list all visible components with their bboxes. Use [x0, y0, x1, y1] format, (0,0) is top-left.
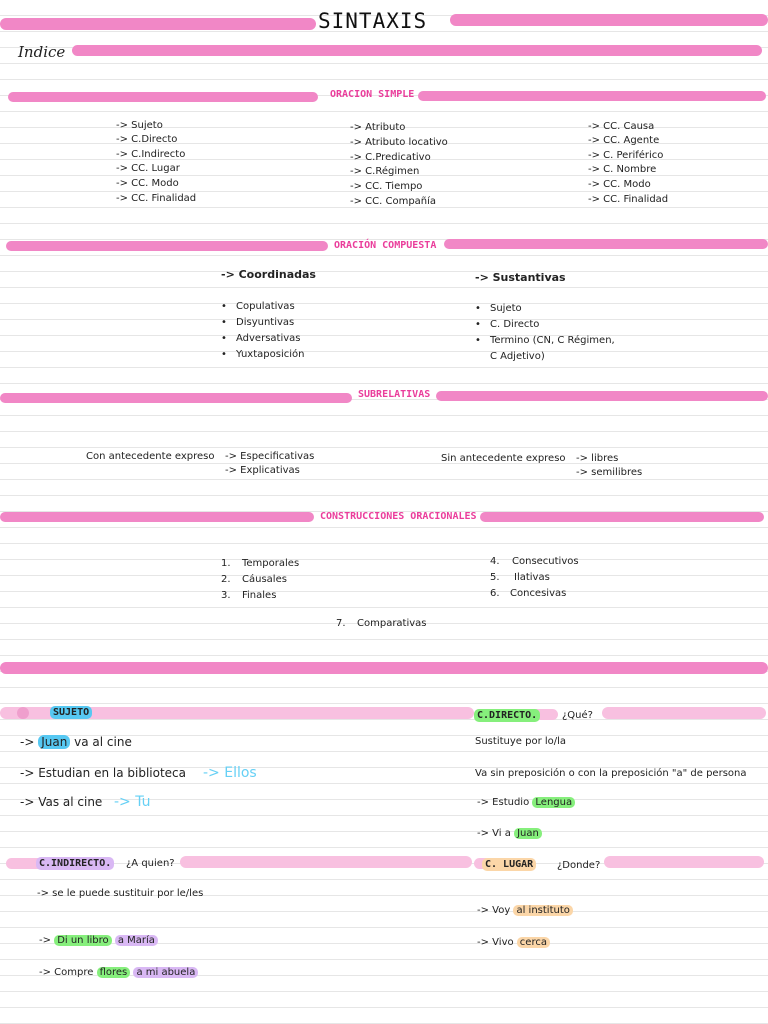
bullet-dot [17, 707, 29, 719]
os-col3-item: -> CC. Modo [588, 179, 651, 190]
os-col1-item: -> Sujeto [116, 120, 163, 131]
cdirecto-ex2 [477, 828, 542, 839]
cindirecto-ex2 [39, 967, 198, 978]
sust-item: • Sujeto [490, 303, 522, 314]
coord-item: • Disyuntivas [236, 317, 294, 328]
sujeto-ex1-highlight: Juan [38, 735, 70, 749]
oracion-simple-heading: ORACION SIMPLE [330, 89, 415, 100]
co-item: Finales [242, 590, 277, 601]
indice-label: Indice [18, 43, 66, 61]
os-col1-item: -> CC. Modo [116, 178, 179, 189]
co-bar-left [0, 512, 314, 522]
sr-left-prefix: Con antecedente expreso [86, 451, 215, 462]
co-num: 3. [221, 590, 231, 601]
cindirecto-line1: -> se le puede sustituir por le/les [37, 888, 204, 899]
sr-right-1: -> libres [576, 453, 619, 464]
co-item: Ilativas [514, 572, 550, 583]
os-col1-item: -> C.Directo [116, 134, 178, 145]
os-col3-item: -> CC. Agente [588, 135, 660, 146]
sujeto-ex1-rest: va al cine [74, 735, 132, 749]
co-item: Cáusales [242, 574, 287, 585]
co-num: 5. [490, 572, 500, 583]
cindirecto-tag: C.INDIRECTO. [36, 857, 114, 870]
oc-bar-right [444, 239, 768, 249]
os-bar-left [8, 92, 318, 102]
cdirecto-tag: C.DIRECTO. [474, 709, 540, 722]
cdirecto-line2: Va sin preposición o con la preposición "a" de persona [475, 768, 747, 779]
oracion-compuesta-heading: ORACIÓN COMPUESTA [334, 240, 437, 251]
co-num: 6. [490, 588, 500, 599]
cindirecto-ex2-hl2: a mi abuela [133, 967, 198, 978]
cdirecto-ex1 [477, 797, 575, 808]
os-col3-item: -> CC. Causa [588, 121, 655, 132]
os-col2-item: -> Atributo locativo [350, 137, 448, 148]
co-item: Temporales [242, 558, 300, 569]
sust-item: • C. Directo [490, 319, 539, 330]
sr-right-2: -> semilibres [576, 467, 643, 478]
cd-bar-right [602, 707, 766, 719]
os-col2-item: -> C.Régimen [350, 166, 420, 177]
os-col2-item: -> Atributo [350, 122, 406, 133]
sujeto-ex1-prefix: -> [20, 735, 35, 749]
co-num: 4. [490, 556, 500, 567]
os-col2-item: -> CC. Compañía [350, 196, 437, 207]
sujeto-ex1 [20, 735, 132, 749]
sr-left-2: -> Explicativas [225, 465, 300, 476]
clugar-ex2-prefix: -> Vivo [477, 937, 514, 948]
sujeto-ex3: -> Vas al cine [20, 795, 103, 809]
cdirecto-ex1-highlight: Lengua [532, 797, 575, 808]
os-col2-item: -> C.Predicativo [350, 152, 431, 163]
cindirecto-ex1-prefix: -> [39, 935, 51, 946]
co-bar-right [480, 512, 764, 522]
co-item: Consecutivos [512, 556, 579, 567]
co-num: 2. [221, 574, 231, 585]
cindirecto-question: ¿A quien? [126, 858, 175, 869]
cdirecto-question: ¿Qué? [562, 710, 593, 721]
co-num: 7. [336, 618, 346, 629]
sr-bar-left [0, 393, 352, 403]
ci-bar-right [180, 856, 472, 868]
coord-item: • Adversativas [236, 333, 301, 344]
construcciones-heading: CONSTRUCCIONES ORACIONALES [320, 511, 477, 522]
sujeto-ex3-note: -> Tu [114, 794, 151, 810]
sust-item: • Termino (CN, C Régimen, [490, 335, 615, 346]
clugar-ex2 [477, 937, 550, 948]
clugar-ex1 [477, 905, 573, 916]
page-title: SINTAXIS [318, 9, 428, 33]
clugar-ex2-highlight: cerca [517, 937, 550, 948]
cindirecto-ex1-hl1: Di un libro [54, 935, 111, 946]
os-col3-item: -> CC. Finalidad [588, 194, 669, 205]
oc-bar-left [6, 241, 328, 251]
clugar-question: ¿Donde? [557, 860, 601, 871]
os-col3-item: -> C. Periférico [588, 150, 664, 161]
coord-item: • Yuxtaposición [236, 349, 304, 360]
subrelativas-heading: SUBRELATIVAS [358, 389, 431, 400]
sr-right-prefix: Sin antecedente expreso [441, 453, 566, 464]
cl-bar-right [604, 856, 764, 868]
sujeto-ex2-note: -> Ellos [203, 765, 257, 781]
cindirecto-ex2-prefix: -> Compre [39, 967, 94, 978]
title-bar-right [450, 14, 768, 26]
section-divider [0, 662, 768, 674]
os-col2-item: -> CC. Tiempo [350, 181, 423, 192]
clugar-ex1-prefix: -> Voy [477, 905, 511, 916]
co-item: Concesivas [510, 588, 567, 599]
cdirecto-ex2-highlight: Juan [514, 828, 542, 839]
indice-bar [72, 45, 762, 56]
sr-bar-right [436, 391, 768, 401]
clugar-ex1-highlight: al instituto [513, 905, 572, 916]
cdirecto-line1: Sustituye por lo/la [475, 736, 567, 747]
sustantivas-title: -> Sustantivas [475, 271, 566, 284]
co-num: 1. [221, 558, 231, 569]
os-col3-item: -> C. Nombre [588, 164, 657, 175]
os-col1-item: -> CC. Lugar [116, 163, 180, 174]
sust-item-cont: C Adjetivo) [490, 351, 545, 362]
sr-left-1: -> Especificativas [225, 451, 315, 462]
title-bar-left [0, 18, 316, 30]
coordinadas-title: -> Coordinadas [221, 268, 316, 281]
sujeto-ex2: -> Estudian en la biblioteca [20, 766, 186, 780]
cindirecto-ex2-hl1: flores [97, 967, 131, 978]
clugar-tag: C. LUGAR [482, 858, 536, 871]
cdirecto-ex2-prefix: -> Vi a [477, 828, 511, 839]
sujeto-tag: SUJETO [50, 706, 92, 719]
cdirecto-ex1-prefix: -> Estudio [477, 797, 530, 808]
cindirecto-ex1 [39, 935, 158, 946]
cindirecto-ex1-hl2: a María [115, 935, 158, 946]
os-col1-item: -> C.Indirecto [116, 149, 186, 160]
os-bar-right [418, 91, 766, 101]
co-item: Comparativas [357, 618, 427, 629]
coord-item: • Copulativas [236, 301, 295, 312]
os-col1-item: -> CC. Finalidad [116, 193, 197, 204]
